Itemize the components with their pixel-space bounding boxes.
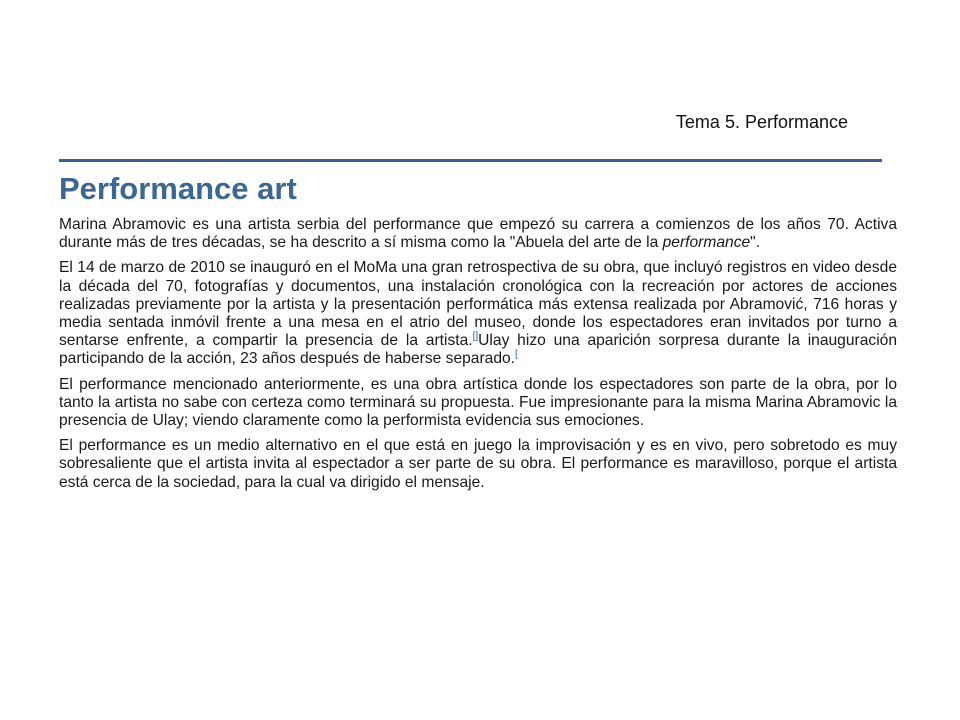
paragraph-4: El performance es un medio alternativo en el que está en juego la improvisación y es en vivo, pero sobretodo es muy sobresaliente que el artista invita al espectador a ser parte de su obra. El performance es maravilloso, porque el artista está cerca de la sociedad, para la cual va dirigido el mensaje. bbox=[59, 437, 897, 491]
slide-header: Tema 5. Performance bbox=[675, 112, 848, 132]
paragraph-2 bbox=[59, 259, 897, 368]
paragraph-2-text-b: Ulay hizo una aparición sorpresa durante la inauguración participando de la acción, 23 años después de haberse separado. bbox=[59, 332, 897, 368]
citation-link-2[interactable]: [ bbox=[515, 349, 518, 361]
citation-link-1[interactable]: [] bbox=[472, 331, 479, 343]
body-content bbox=[59, 216, 897, 499]
header-divider bbox=[59, 159, 882, 162]
paragraph-3: El performance mencionado anteriormente, es una obra artística donde los espectadores son parte de la obra, por lo tanto la artista no sabe con certeza como terminará su propuesta. Fue impresionante para la misma Marina Abramovic la presencia de Ulay; viendo claramente como la performista evidencia sus emociones. bbox=[59, 375, 897, 430]
paragraph-2-text-a: El 14 de marzo de 2010 se inauguró en el MoMa una gran retrospectiva de su obra, que incluyó registros en video desde la década del 70, fotografías y documentos, una instalación cronológica con la recreación por actores de acciones realizadas previamente por la artista y la presentación performática más extensa realizada por Abramović, 716 horas y media sentada inmóvil frente a una mesa en el atrio del museo, donde los espectadores eran invitados por turno a sentarse enfrente, a compartir la presencia de la artista. bbox=[59, 259, 897, 350]
paragraph-1-text-a: Marina Abramovic es una artista serbia del performance que empezó su carrera a comienzos de los años 70. Activa durante más de tres décadas, se ha descrito a sí misma como la "Abuela del arte de la bbox=[59, 216, 897, 252]
paragraph-1-emphasis: performance bbox=[662, 234, 751, 252]
paragraph-1-text-b: ". bbox=[750, 234, 761, 252]
page-title: Performance art bbox=[59, 171, 297, 206]
paragraph-1 bbox=[59, 216, 897, 252]
